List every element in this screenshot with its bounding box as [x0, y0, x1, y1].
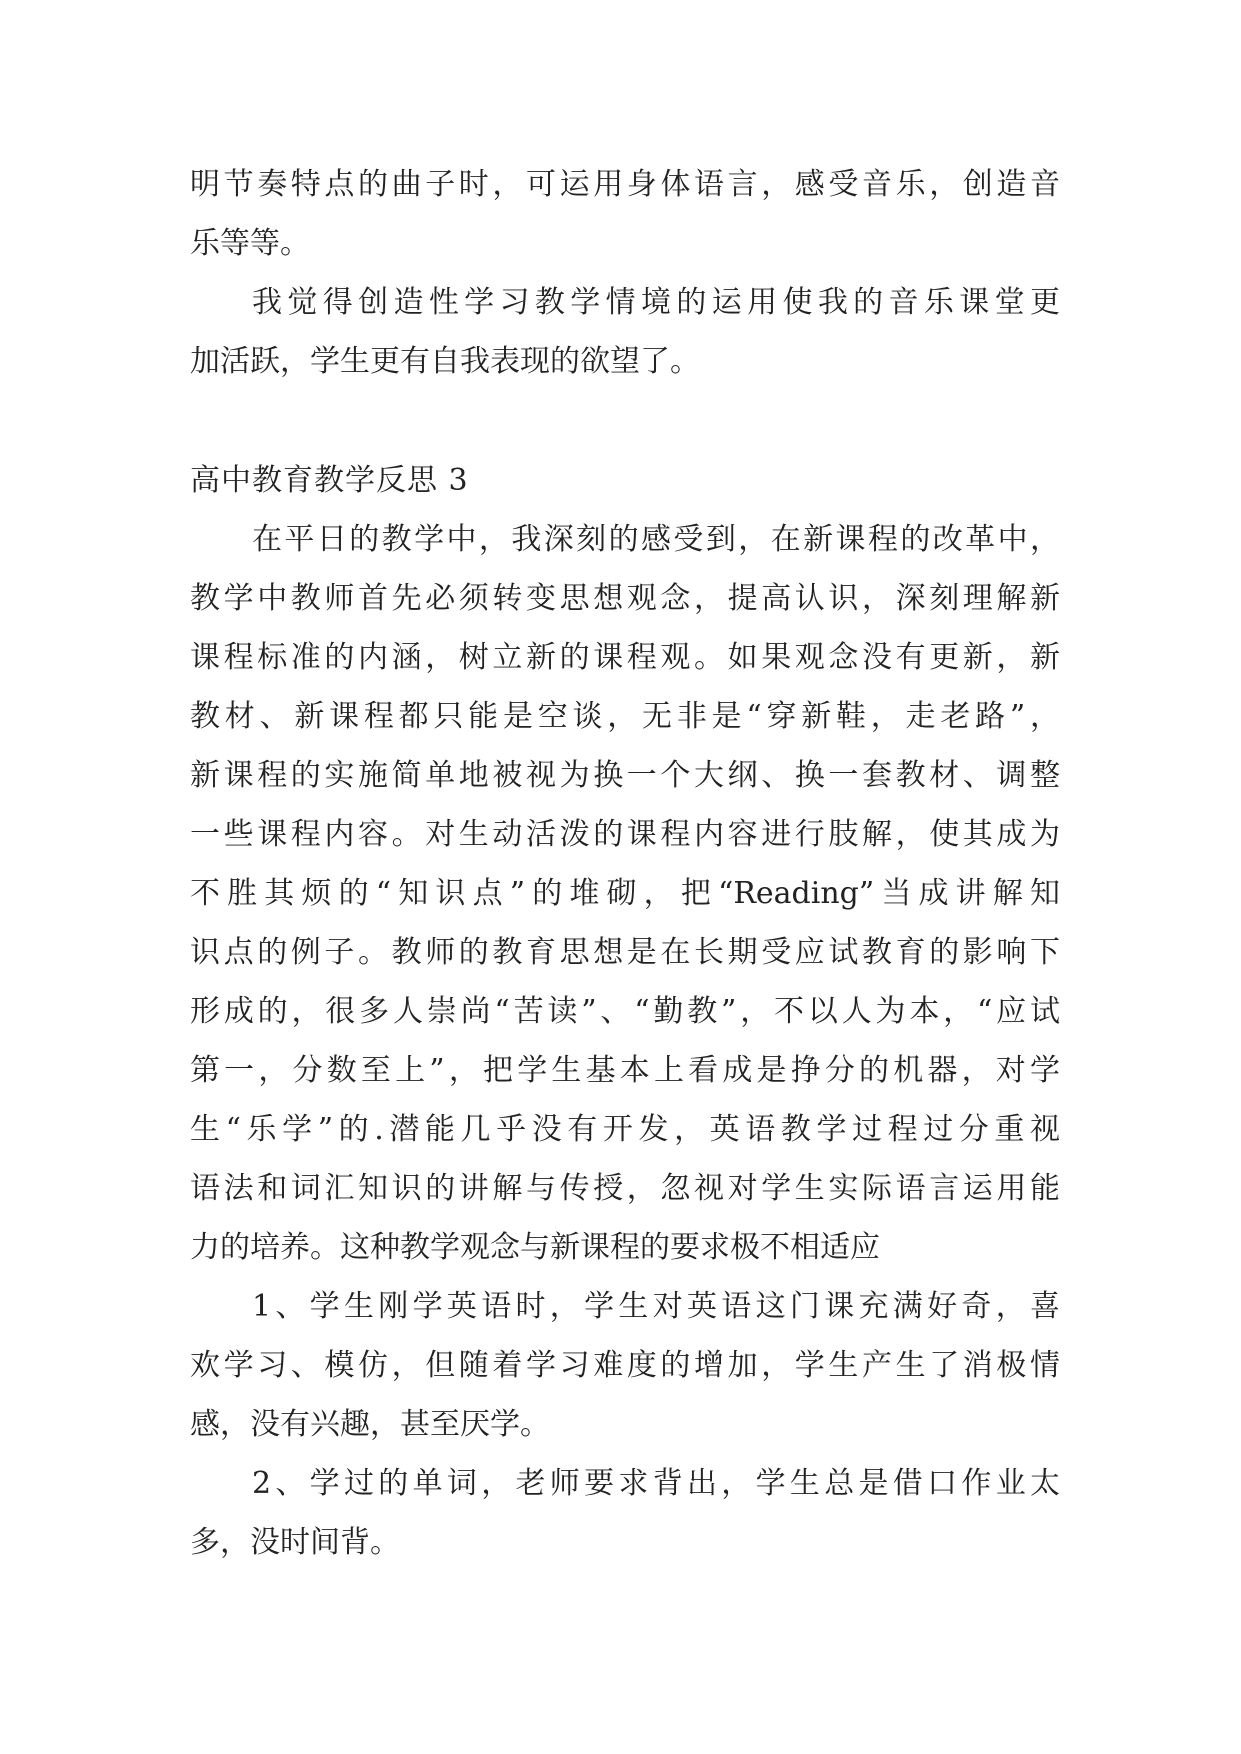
paragraph-3-line-11: 生“乐学”的.潜能几乎没有开发，英语教学过程过分重视 — [190, 1112, 1060, 1147]
paragraph-3-line-5: 新课程的实施简单地被视为换一个大纲、换一套教材、调整 — [190, 758, 1060, 793]
paragraph-5-line-2: 多，没时间背。 — [190, 1525, 400, 1560]
paragraph-3-line-9: 形成的，很多人崇尚“苦读”、“勤教”，不以人为本，“应试 — [190, 994, 1060, 1029]
paragraph-3-line-7: 不胜其烦的“知识点”的堆砌，把“Reading”当成讲解知 — [190, 876, 1060, 911]
paragraph-2-line-2: 加活跃，学生更有自我表现的欲望了。 — [190, 344, 700, 379]
paragraph-4-line-3: 感，没有兴趣，甚至厌学。 — [190, 1407, 550, 1442]
paragraph-5-line-1: 2、学过的单词，老师要求背出，学生总是借口作业太 — [252, 1466, 1060, 1501]
paragraph-3-line-10: 第一，分数至上”，把学生基本上看成是挣分的机器，对学 — [190, 1053, 1060, 1088]
paragraph-3-line-1: 在平日的教学中，我深刻的感受到，在新课程的改革中， — [252, 522, 1060, 557]
paragraph-3-line-3: 课程标准的内涵，树立新的课程观。如果观念没有更新，新 — [190, 640, 1060, 675]
paragraph-1-line-2: 乐等等。 — [190, 226, 310, 261]
paragraph-3-line-2: 教学中教师首先必须转变思想观念，提高认识，深刻理解新 — [190, 581, 1060, 616]
section-title: 高中教育教学反思 3 — [190, 463, 469, 498]
paragraph-3-line-8: 识点的例子。教师的教育思想是在长期受应试教育的影响下 — [190, 935, 1060, 970]
paragraph-3-line-4: 教材、新课程都只能是空谈，无非是“穿新鞋，走老路”， — [190, 699, 1060, 734]
paragraph-1-line-1: 明节奏特点的曲子时，可运用身体语言，感受音乐，创造音 — [190, 167, 1060, 202]
paragraph-2-line-1: 我觉得创造性学习教学情境的运用使我的音乐课堂更 — [252, 285, 1060, 320]
paragraph-4-line-2: 欢学习、模仿，但随着学习难度的增加，学生产生了消极情 — [190, 1348, 1060, 1383]
paragraph-3-line-13: 力的培养。这种教学观念与新课程的要求极不相适应 — [190, 1230, 880, 1265]
paragraph-3-line-12: 语法和词汇知识的讲解与传授，忽视对学生实际语言运用能 — [190, 1171, 1060, 1206]
paragraph-4-line-1: 1、学生刚学英语时，学生对英语这门课充满好奇，喜 — [252, 1289, 1060, 1324]
paragraph-3-line-6: 一些课程内容。对生动活泼的课程内容进行肢解，使其成为 — [190, 817, 1060, 852]
